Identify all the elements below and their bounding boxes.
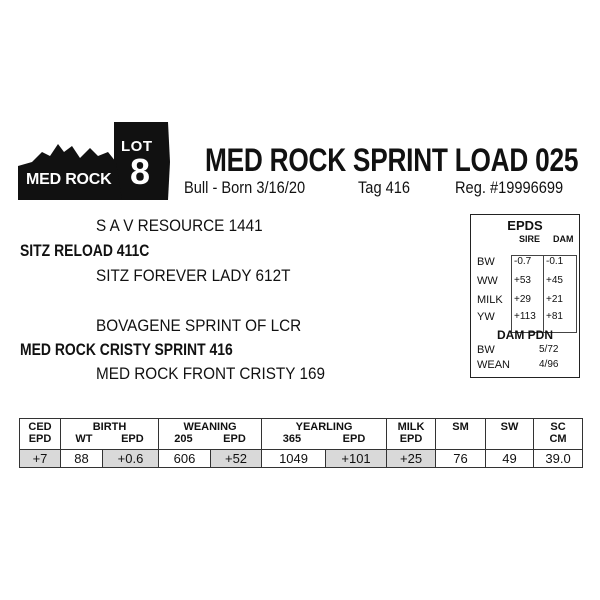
registration-number: Reg. #19996699 bbox=[455, 178, 564, 197]
sc-header: SC CM bbox=[534, 419, 583, 450]
birth-header: BIRTH WT EPD bbox=[61, 419, 159, 450]
pdn-value: 5/72 bbox=[539, 344, 559, 355]
epd-dam-value: +21 bbox=[546, 294, 563, 305]
epds-title: EPDS bbox=[507, 218, 543, 233]
sex-born: Bull - Born 3/16/20 bbox=[184, 178, 306, 197]
sw-value: 49 bbox=[486, 450, 534, 468]
epd-sire-value: +53 bbox=[514, 275, 531, 286]
sw-header: SW bbox=[486, 419, 534, 450]
performance-table bbox=[19, 418, 583, 468]
epd-panel bbox=[470, 214, 580, 378]
lot-label: LOT bbox=[121, 138, 153, 155]
epd-label: MILK bbox=[477, 294, 503, 306]
birth-epd-value: +0.6 bbox=[103, 450, 159, 468]
lot-number: 8 bbox=[130, 151, 151, 192]
epd-label: YW bbox=[477, 311, 495, 323]
sire-dam: SITZ FOREVER LADY 612T bbox=[96, 266, 291, 285]
milk-value: +25 bbox=[387, 450, 436, 468]
epd-label: WW bbox=[477, 275, 498, 287]
table-header-row bbox=[20, 419, 583, 450]
sire: SITZ RELOAD 411C bbox=[20, 241, 150, 260]
sm-value: 76 bbox=[436, 450, 486, 468]
epd-sire-value: +113 bbox=[514, 311, 536, 322]
dam-pdn-title: DAM PDN bbox=[497, 328, 553, 342]
weaning-header: WEANING 205 EPD bbox=[159, 419, 262, 450]
sire-sire: S A V RESOURCE 1441 bbox=[96, 216, 263, 235]
dam-sire: BOVAGENE SPRINT OF LCR bbox=[96, 316, 302, 335]
pdn-value: 4/96 bbox=[539, 359, 559, 370]
pdn-label: BW bbox=[477, 344, 495, 356]
epd-sire-value: +29 bbox=[514, 294, 531, 305]
epd-dam-value: +81 bbox=[546, 311, 563, 322]
epd-dam-value: -0.1 bbox=[546, 256, 564, 267]
dam: MED ROCK CRISTY SPRINT 416 bbox=[20, 340, 233, 359]
animal-name: MED ROCK SPRINT LOAD 025 bbox=[205, 142, 579, 178]
milk-header: MILK EPD bbox=[387, 419, 436, 450]
epd-dam-value: +45 bbox=[546, 275, 563, 286]
sm-header: SM bbox=[436, 419, 486, 450]
year-epd-value: +101 bbox=[326, 450, 387, 468]
sc-value: 39.0 bbox=[534, 450, 583, 468]
epd-dam-header: DAM bbox=[553, 234, 574, 244]
brand-name: MED ROCK bbox=[26, 171, 112, 188]
epd-sire-header: SIRE bbox=[519, 234, 541, 244]
birth-wt-value: 88 bbox=[61, 450, 103, 468]
wean-epd-value: +52 bbox=[211, 450, 262, 468]
ced-header: CED EPD bbox=[20, 419, 61, 450]
dam-dam: MED ROCK FRONT CRISTY 169 bbox=[96, 364, 325, 383]
year-365-value: 1049 bbox=[262, 450, 326, 468]
ced-value: +7 bbox=[20, 450, 61, 468]
wean-205-value: 606 bbox=[159, 450, 211, 468]
tag-number: Tag 416 bbox=[358, 178, 411, 197]
pdn-label: WEAN bbox=[477, 359, 510, 371]
epd-sire-value: -0.7 bbox=[514, 256, 532, 267]
epd-label: BW bbox=[477, 256, 495, 268]
yearling-header: YEARLING 365 EPD bbox=[262, 419, 387, 450]
table-row bbox=[20, 450, 583, 468]
